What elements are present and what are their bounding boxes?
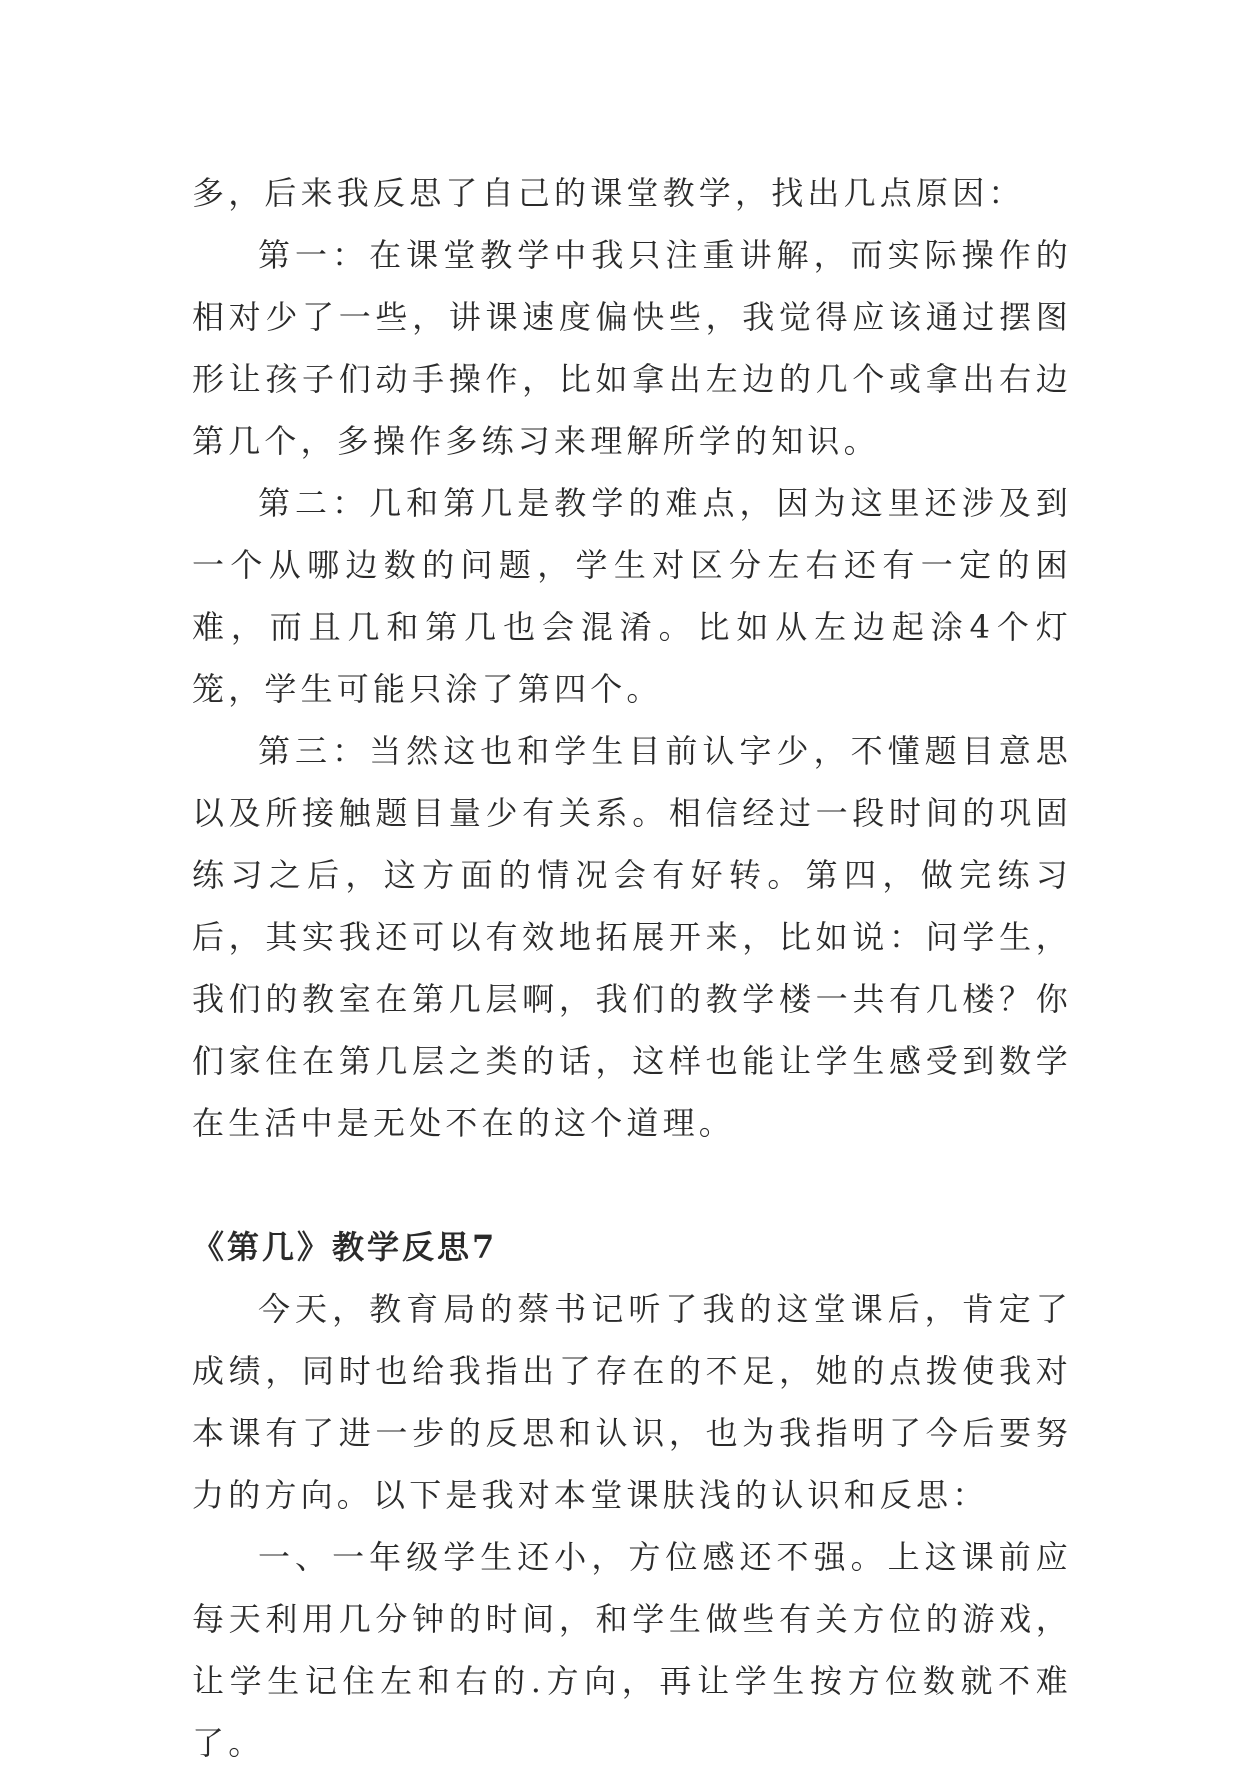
section-title: 《第几》教学反思7 [192, 1228, 498, 1266]
paragraph-point-one: 第一：在课堂教学中我只注重讲解，而实际操作的相对少了一些，讲课速度偏快些，我觉得应该通过摆图形让孩子们动手操作，比如拿出左边的几个或拿出右边第几个，多操作多练习来理解所学的知识。 [192, 236, 1072, 460]
section-spacer [192, 1154, 1072, 1216]
paragraph-continuation: 多，后来我反思了自己的课堂教学，找出几点原因： [192, 174, 1025, 212]
paragraph-point-two: 第二：几和第几是教学的难点，因为这里还涉及到一个从哪边数的问题，学生对区分左右还有一定的困难，而且几和第几也会混淆。比如从左边起涂4个灯笼，学生可能只涂了第四个。 [192, 484, 1072, 708]
paragraph-point-three: 第三：当然这也和学生目前认字少，不懂题目意思以及所接触题目量少有关系。相信经过一段时间的巩固练习之后，这方面的情况会有好转。第四，做完练习后，其实我还可以有效地拓展开来，比如说：问学生，我们的教室在第几层啊，我们的教学楼一共有几楼？你们家住在第几层之类的话，这样也能让学生感受到数学在生活中是无处不在的这个道理。 [192, 732, 1072, 1142]
paragraph-intro: 今天，教育局的蔡书记听了我的这堂课后，肯定了成绩，同时也给我指出了存在的不足，她的点拨使我对本课有了进一步的反思和认识，也为我指明了今后要努力的方向。以下是我对本堂课肤浅的认识和反思： [192, 1290, 1072, 1514]
document-body [192, 162, 1072, 1774]
paragraph-item-one: 一、一年级学生还小，方位感还不强。上这课前应每天利用几分钟的时间，和学生做些有关方位的游戏，让学生记住左和右的.方向，再让学生按方位数就不难了。 [192, 1538, 1072, 1762]
